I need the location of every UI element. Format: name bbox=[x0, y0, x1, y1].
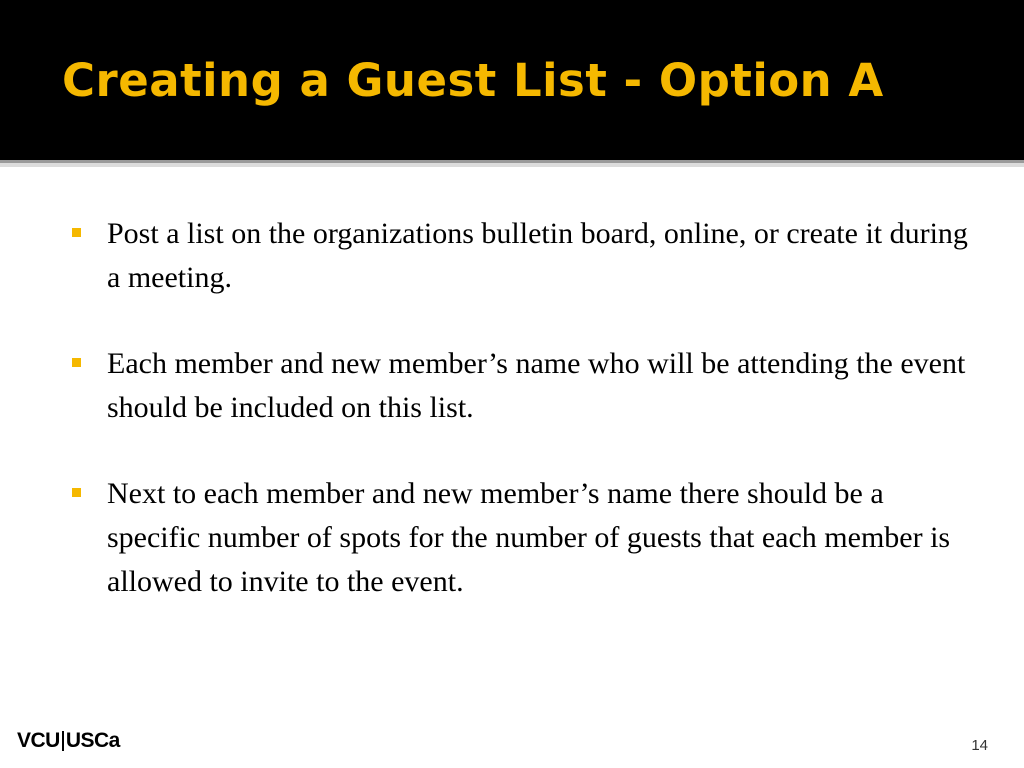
bullet-list bbox=[72, 212, 972, 646]
title-divider-shadow bbox=[0, 163, 1024, 167]
bullet-text: Each member and new member’s name who will be attending the event should be included on this list. bbox=[107, 347, 966, 424]
bullet-text: Next to each member and new member’s name there should be a specific number of spots for the number of guests that each member is allowed to invite to the event. bbox=[107, 477, 951, 598]
slide-title: Creating a Guest List - Option A bbox=[62, 54, 884, 107]
square-bullet-icon bbox=[72, 358, 81, 367]
square-bullet-icon bbox=[72, 488, 81, 497]
page-number: 14 bbox=[971, 737, 988, 754]
bullet-item bbox=[72, 472, 972, 604]
footer-logo bbox=[17, 729, 120, 753]
logo-right-text: USCa bbox=[65, 729, 120, 752]
bullet-item bbox=[72, 342, 972, 430]
bullet-item bbox=[72, 212, 972, 300]
logo-separator bbox=[62, 731, 64, 751]
title-bar bbox=[0, 0, 1024, 160]
logo-left-text: VCU bbox=[17, 729, 60, 752]
bullet-text: Post a list on the organizations bulletin board, online, or create it during a meeting. bbox=[107, 217, 968, 294]
square-bullet-icon bbox=[72, 228, 81, 237]
